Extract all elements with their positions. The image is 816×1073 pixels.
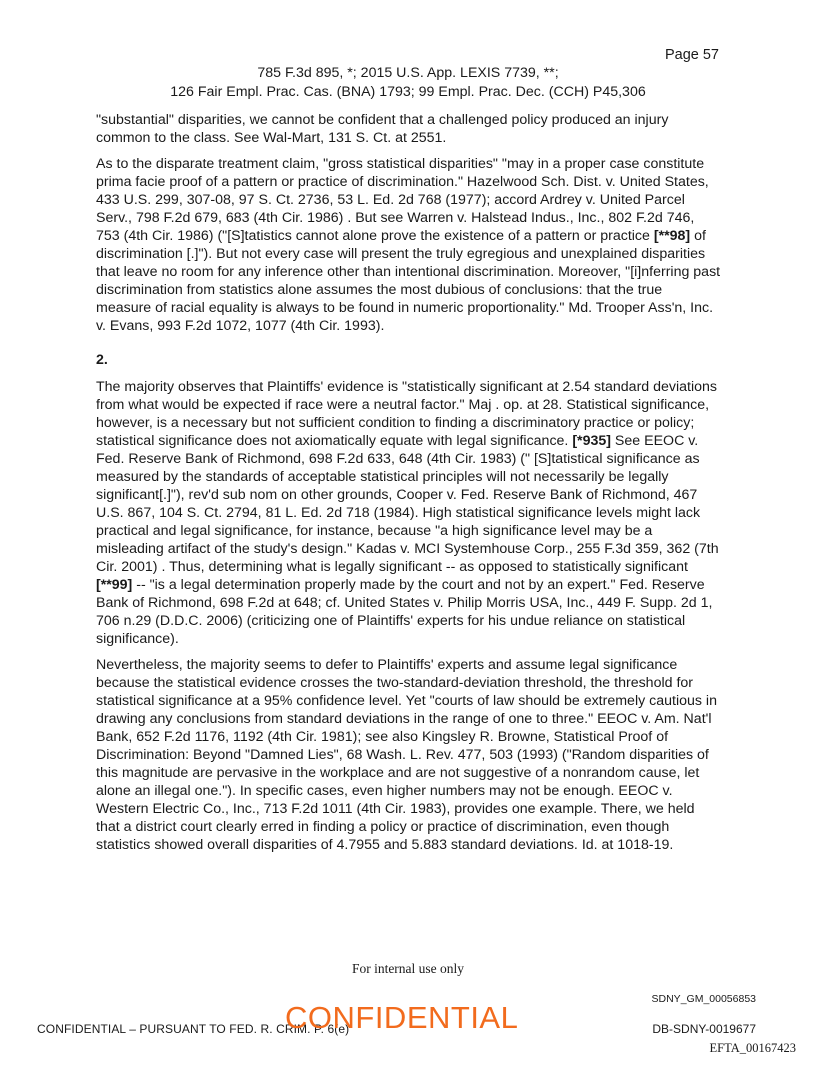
- opinion-body: [96, 111, 721, 862]
- bates-number-db-sdny: DB-SDNY-0019677: [652, 1022, 756, 1036]
- star-page-98: [**98]: [653, 228, 691, 244]
- star-page-935: [*935]: [572, 433, 611, 449]
- confidential-stamp: CONFIDENTIAL: [285, 1000, 519, 1035]
- paragraph-1: "substantial" disparities, we cannot be confident that a challenged policy produced an injury common to the class. See Wal-Mart, 131 S. Ct. at 2551.: [96, 112, 669, 146]
- citation-line-1: 785 F.3d 895, *; 2015 U.S. App. LEXIS 7739, **;: [257, 65, 559, 81]
- grand-jury-confidential-notice: CONFIDENTIAL – PURSUANT TO FED. R. CRIM. P. 6(e): [37, 1022, 350, 1036]
- paragraph-2-text-a: As to the disparate treatment claim, "gross statistical disparities" "may in a proper case constitute prima facie proof of a pattern or practice of discrimination." Hazelwood Sch. Dist. v. United States, 433 U.S. 299, 307-08, 97 S. Ct. 2736, 53 L. Ed. 2d 768 (1977); accord Ardrey v. United Parcel Serv., 798 F.2d 679, 683 (4th Cir. 1986) . But see Warren v. Halstead Indus., Inc., 802 F.2d 746, 753 (4th Cir. 1986) ("[S]tatistics cannot alone prove the existence of a pattern or practice: [96, 156, 709, 244]
- paragraph-3-text-c: -- "is a legal determination properly made by the court and not by an expert." Fed. Reserve Bank of Richmond, 698 F.2d at 648; cf. United States v. Philip Morris USA, Inc., 449 F. Supp. 2d 1, 706 n.29 (D.D.C. 2006) (criticizing one of Plaintiffs' experts for his undue reliance on statistical significance).: [96, 577, 713, 647]
- page-number: Page 57: [664, 47, 719, 63]
- efta-number: EFTA_00167423: [709, 1041, 796, 1055]
- bates-number-sdny-gm: SDNY_GM_00056853: [651, 993, 756, 1005]
- paragraph-2: [96, 155, 721, 335]
- paragraph-3-text-a: The majority observes that Plaintiffs' evidence is "statistically significant at 2.54 standard deviations from what would be expected if race were a neutral factor." Maj . op. at 28. Statistical significance, however, is a necessary but not sufficient condition to finding a discriminatory practice or policy; statistical significance does not axiomatically equate with legal significance.: [96, 379, 718, 449]
- star-page-99: [**99]: [96, 577, 133, 593]
- paragraph-4: Nevertheless, the majority seems to defer to Plaintiffs' experts and assume legal significance because the statistical evidence crosses the two-standard-deviation threshold, the threshold for statistical significance at a 95% confidence level. Yet "courts of law should be extremely cautious in drawing any conclusions from standard deviations in the range of one to three." EEOC v. Am. Nat'l Bank, 652 F.2d 1176, 1192 (4th Cir. 1981); see also Kingsley R. Browne, Statistical Proof of Discrimination: Beyond "Damned Lies", 68 Wash. L. Rev. 477, 503 (1993) ("Random disparities of this magnitude are pervasive in the workplace and are not suggestive of a nonrandom cause, let alone an illegal one."). In specific cases, even higher numbers may not be enough. EEOC v. Western Electric Co., Inc., 713 F.2d 1011 (4th Cir. 1983), provides one example. There, we held that a district court clearly erred in finding a policy or practice of discrimination, even though statistics showed overall disparities of 4.7955 and 5.883 standard deviations. Id. at 1018-19.: [96, 657, 717, 853]
- paragraph-3: [96, 378, 721, 648]
- section-heading: 2.: [96, 352, 108, 368]
- internal-use-note: For internal use only: [351, 961, 465, 976]
- case-citation: [0, 64, 816, 102]
- citation-line-2: 126 Fair Empl. Prac. Cas. (BNA) 1793; 99 Empl. Prac. Dec. (CCH) P45,306: [170, 84, 646, 100]
- paragraph-2-text-b: of discrimination [.]"). But not every case will present the truly egregious and unexplained disparities that leave no room for any inference other than intentional discrimination. Moreover, "[i]nferring past discrimination from statistics alone assumes the most dubious of conclusions: that the true measure of racial equality is always to be found in numeric proportionality." Md. Trooper Ass'n, Inc. v. Evans, 993 F.2d 1072, 1077 (4th Cir. 1993).: [96, 228, 721, 334]
- paragraph-3-text-b: See EEOC v. Fed. Reserve Bank of Richmond, 698 F.2d 633, 648 (4th Cir. 1983) (" [S]tatistical significance as measured by the standards of acceptable statistical principles will not necessarily be legally significant[.]"), rev'd sub nom on other grounds, Cooper v. Fed. Reserve Bank of Richmond, 467 U.S. 867, 104 S. Ct. 2794, 81 L. Ed. 2d 718 (1984). High statistical significance levels might lack practical and legal significance, for instance, because "a high significance level may be a misleading artifact of the study's design." Kadas v. MCI Systemhouse Corp., 255 F.3d 359, 362 (7th Cir. 2001) . Thus, determining what is legally significant -- as opposed to statistically significant: [96, 433, 719, 575]
